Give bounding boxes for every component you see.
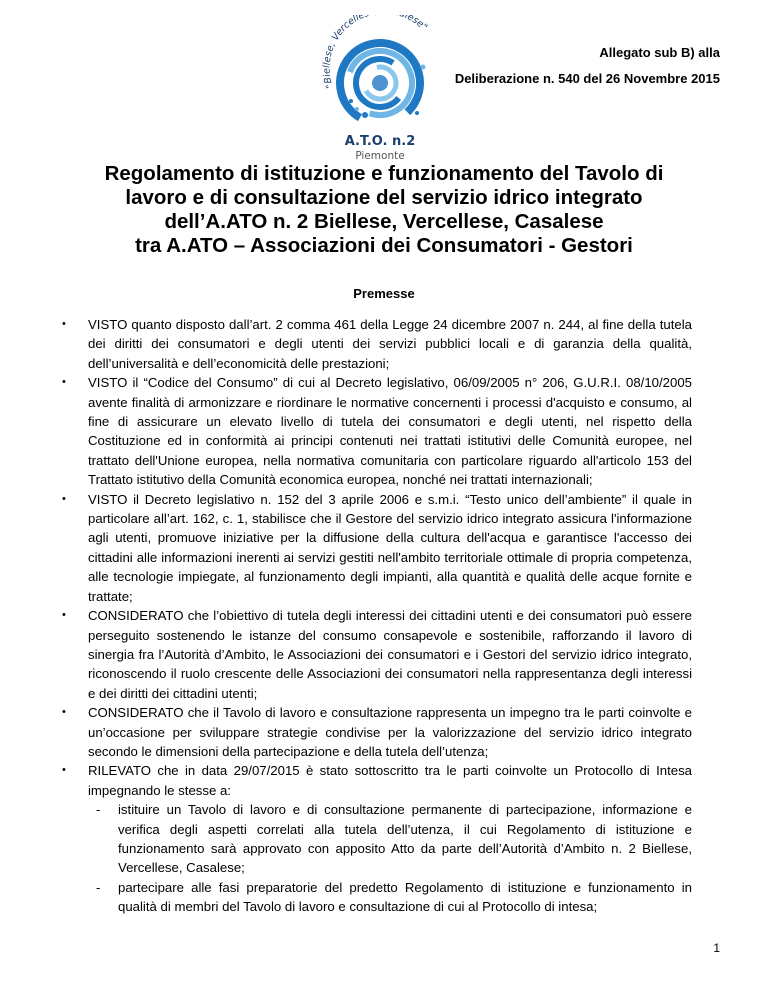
list-item [62, 490, 692, 606]
ato2-logo [305, 15, 455, 175]
page-number: 1 [713, 941, 720, 955]
deliberazione-label: Deliberazione n. 540 del 26 Novembre 2015 [454, 71, 720, 86]
sub-list-item-text: istituire un Tavolo di lavoro e di consultazione permanente di partecipazione, informazione e verifica degli aspetti correlati alla tutela dell’utenza, il cui Regolamento di istituzione e funzionamento sarà approvato con apposito Atto da parte dell’Autorità d’Ambito n. 2 Biellese, Vercellese, Casalese; [118, 802, 692, 876]
list-item [62, 315, 692, 373]
premesse-list [62, 315, 692, 917]
sub-list-item-text: partecipare alle fasi preparatorie del predetto Regolamento di istituzione e funzionamento in qualità di membri del Tavolo di lavoro e consultazione di cui al Protocollo di intesa; [118, 879, 692, 915]
sub-list-item [88, 800, 692, 878]
bullet-icon: • [62, 764, 66, 777]
title-line-4: tra A.ATO – Associazioni dei Consumatori - Gestori [135, 234, 633, 257]
logo-arc-text: "Biellese, Vercelle lese" [321, 15, 430, 90]
title-line-2: lavoro e di consultazione del servizio idrico integrato [125, 186, 643, 209]
list-item-text: CONSIDERATO che il Tavolo di lavoro e consultazione rappresenta un impegno tra le parti coinvolte e un’occasione per sviluppare strategie condivise per la valorizzazione del servizio idrico integrato secondo le dimensioni della partecipazione e della tutela dell’utenza; [88, 705, 692, 759]
list-item [62, 761, 692, 916]
list-item [62, 373, 692, 489]
document-title [60, 162, 708, 258]
list-item-text: VISTO il Decreto legislativo n. 152 del 3 aprile 2006 e s.m.i. “Testo unico dell’ambiente” il quale in particolare all’art. 162, c. 1, stabilisce che il Gestore del servizio idrico integrato assicura l'informazione agli utenti, promuove iniziative per la diffusione della cultura dell'acqua e garantisce l'accesso dei cittadini alle informazioni inerenti ai servizi gestiti nell'ambito territoriale ottimale di propria competenza, alle tecnologie impiegate, al funzionamento degli impianti, alla quantità e qualità delle acque fornite e trattate; [88, 491, 692, 604]
list-item-text: VISTO quanto disposto dall’art. 2 comma 461 della Legge 24 dicembre 2007 n. 244, al fine della tutela dei diritti dei consumatori e degli utenti dei servizi pubblici locali e di garanzia della qualità, dell’universalità e dell’economicità delle prestazioni; [88, 317, 692, 371]
list-item-text: RILEVATO che in data 29/07/2015 è stato sottoscritto tra le parti coinvolte un Protocollo di Intesa impegnando le stesse a: [88, 763, 692, 798]
dash-icon: - [96, 802, 101, 818]
sub-list [88, 800, 692, 916]
allegato-label: Allegato sub B) alla [599, 45, 720, 60]
logo-name: A.T.O. n.2 [344, 134, 416, 149]
title-line-1: Regolamento di istituzione e funzionamento del Tavolo di [104, 162, 664, 185]
document-header [455, 40, 720, 92]
bullet-icon: • [62, 706, 66, 719]
bullet-icon: • [62, 376, 66, 389]
logo-region: Piemonte [355, 150, 405, 162]
list-item [62, 606, 692, 703]
list-item [62, 703, 692, 761]
title-line-3: dell’A.ATO n. 2 Biellese, Vercellese, Casalese [164, 210, 604, 233]
list-item-text: VISTO il “Codice del Consumo” di cui al Decreto legislativo, 06/09/2005 n° 206, G.U.R.I. 08/10/2005 avente finalità di armonizzare e riordinare le normative concernenti i processi d'acquisto e consumo, al fine di assicurare un elevato livello di tutela dei consumatori e degli utenti, nel rispetto della Costituzione ed in conformità ai principi contenuti nei trattati istitutivi delle Comunità europee, nel trattato dell'Unione europea, nella normativa comunitaria con particolare riguardo all'articolo 153 del Trattato istitutivo della Comunità economica europea, nonché nei trattati internazionali; [88, 375, 692, 488]
sub-list-item [88, 878, 692, 917]
list-item-text: CONSIDERATO che l’obiettivo di tutela degli interessi dei cittadini utenti e dei consumatori può essere perseguito sostenendo le istanze del consumo consapevole e sostenibile, rafforzando il lavoro di sinergia fra l’Autorità d’Ambito, le Associazioni dei consumatori e i Gestori del servizio idrico integrato, riconoscendo il ruolo crescente delle Associazioni dei consumatori nella rappresentanza degli interessi e dei diritti dei cittadini utenti; [88, 608, 692, 701]
dash-icon: - [96, 879, 101, 895]
bullet-icon: • [62, 318, 66, 330]
section-heading: Premesse [353, 286, 415, 301]
ato2-logo-graphic [305, 15, 455, 175]
bullet-icon: • [62, 609, 66, 622]
bullet-icon: • [62, 492, 66, 505]
